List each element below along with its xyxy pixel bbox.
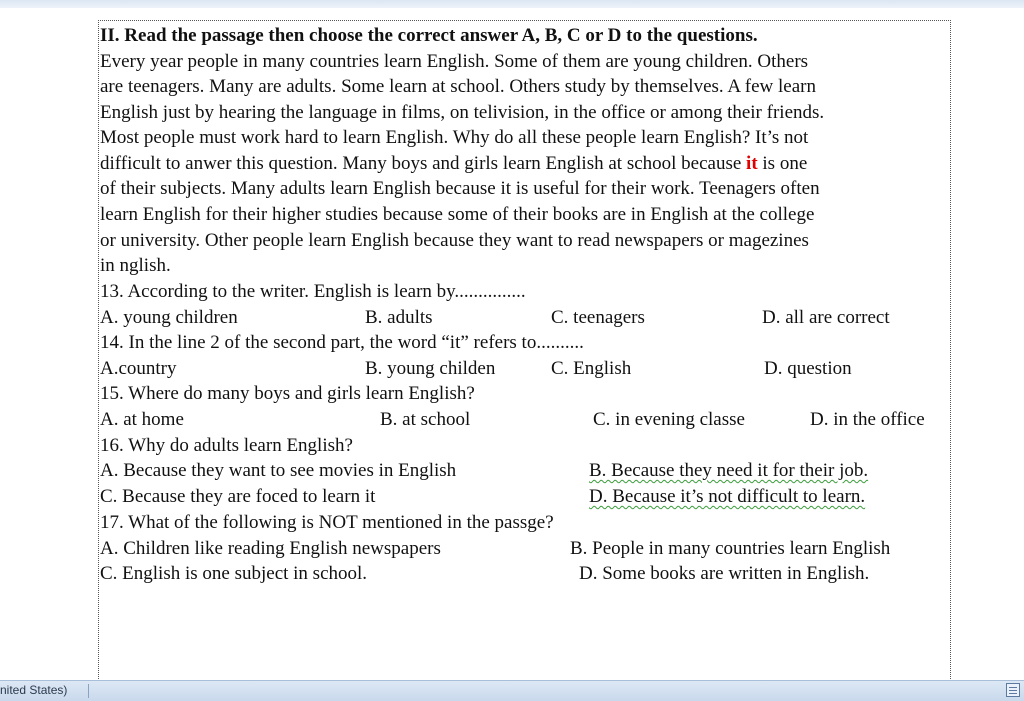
question-13: 13. According to the writer. English is learn by............... (100, 281, 526, 302)
q15-option-c: C. in evening classe (593, 409, 745, 430)
q16-option-a: A. Because they want to see movies in English (100, 460, 457, 481)
q15-option-d: D. in the office (810, 409, 925, 430)
passage-line-5-end: is one (757, 153, 808, 174)
q17-option-c: C. English is one subject in school. (100, 563, 368, 584)
q16-option-b: B. Because they need it for their job. (589, 460, 869, 481)
q17-option-b: B. People in many countries learn English (570, 538, 891, 559)
q17-option-d: D. Some books are written in English. (579, 563, 870, 584)
question-15: 15. Where do many boys and girls learn English? (100, 383, 475, 404)
passage-line-5-start: difficult to anwer this question. Many boys and girls learn English at school because (100, 153, 747, 174)
q13-option-c: C. teenagers (551, 307, 645, 328)
status-bar (0, 680, 1024, 701)
passage-line-5 (100, 152, 807, 176)
question-16: 16. Why do adults learn English? (100, 435, 353, 456)
passage-line-3: English just by hearing the language in films, on telivision, in the office or among their friends. (100, 102, 825, 123)
q16-option-c: C. Because they are foced to learn it (100, 486, 376, 507)
q17-option-a: A. Children like reading English newspapers (100, 538, 441, 559)
status-separator (88, 684, 89, 698)
passage-line-2: are teenagers. Many are adults. Some learn at school. Others study by themselves. A few learn (100, 76, 816, 97)
question-14: 14. In the line 2 of the second part, the word “it” refers to.......... (100, 332, 584, 353)
q14-option-c: C. English (551, 358, 632, 379)
q15-option-b: B. at school (380, 409, 471, 430)
language-indicator[interactable]: nited States) (0, 683, 68, 697)
q15-option-a: A. at home (100, 409, 184, 430)
print-layout-view-icon[interactable] (1006, 683, 1020, 697)
q16-option-d: D. Because it’s not difficult to learn. (589, 486, 866, 507)
passage-line-9: in nglish. (100, 255, 171, 276)
passage-line-1: Every year people in many countries learn English. Some of them are young children. Others (100, 51, 809, 72)
passage-line-7: learn English for their higher studies because some of their books are in English at the college (100, 204, 815, 225)
section-heading: II. Read the passage then choose the correct answer A, B, C or D to the questions. (100, 25, 758, 46)
question-17: 17. What of the following is NOT mentioned in the passge? (100, 512, 554, 533)
q13-option-d: D. all are correct (762, 307, 890, 328)
q13-option-a: A. young children (100, 307, 238, 328)
q14-option-a: A.country (100, 358, 177, 379)
passage-line-8: or university. Other people learn English because they want to read newspapers or magezines (100, 230, 809, 251)
q13-option-b: B. adults (365, 307, 433, 328)
highlighted-word-it: it (746, 153, 758, 174)
passage-line-6: of their subjects. Many adults learn English because it is useful for their work. Teenagers often (100, 178, 820, 199)
q14-option-b: B. young childen (365, 358, 496, 379)
passage-line-4: Most people must work hard to learn English. Why do all these people learn English? It’s not (100, 127, 809, 148)
q14-option-d: D. question (764, 358, 852, 379)
